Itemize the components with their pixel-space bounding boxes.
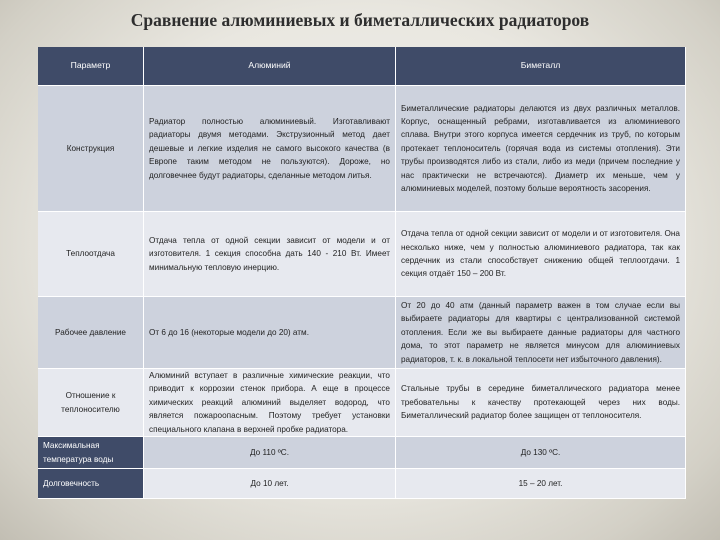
header-parameter: Параметр: [38, 47, 144, 86]
table-row: [38, 437, 686, 469]
row-aluminum-heat-output: Отдача тепла от одной секции зависит от модели и от изготовителя. 1 секция способна дать 140 - 210 Вт. Имеет минимальную тепловую инерцию.: [144, 212, 396, 297]
row-param-heat-output: Теплоотдача: [38, 212, 144, 297]
row-aluminum-pressure: От 6 до 16 (некоторые модели до 20) атм.: [144, 297, 396, 369]
comparison-table: [38, 47, 686, 499]
row-bimetal-heat-output: Отдача тепла от одной секции зависит от модели и от изготовителя. Она несколько ниже, чем у полностью алюминиевого радиатора, так как сердечник из стали способствует снижению общей теплоотдачи. 1 секция отдаёт 150 – 200 Вт.: [396, 212, 686, 297]
row-bimetal-pressure: От 20 до 40 атм (данный параметр важен в том случае если вы выбираете радиаторы для квартиры с централизованной системой отопления. Если же вы выбираете данные радиаторы для частного дома, то этот параметр не является минусом для алюминиевых радиаторов, т. к. в локальной теплосети нет избыточного давления).: [396, 297, 686, 369]
table-row: [38, 297, 686, 369]
table-row: [38, 369, 686, 437]
row-aluminum-durability: До 10 лет.: [144, 469, 396, 499]
row-param-construction: Конструкция: [38, 86, 144, 212]
row-param-durability: Долговечность: [38, 469, 144, 499]
table-row: [38, 469, 686, 499]
slide-title: Сравнение алюминиевых и биметаллических радиаторов: [130, 10, 590, 30]
row-bimetal-durability: 15 – 20 лет.: [396, 469, 686, 499]
row-aluminum-max-temp: До 110 ºС.: [144, 437, 396, 469]
table-row: [38, 86, 686, 212]
table-header-row: [38, 47, 686, 86]
header-aluminum: Алюминий: [144, 47, 396, 86]
row-param-coolant: Отношение к теплоносителю: [38, 369, 144, 437]
row-bimetal-coolant: Стальные трубы в середине биметаллического радиатора менее требовательны к качеству протекающей через них воды. Биметаллический радиатор более защищен от теплоносителя.: [396, 369, 686, 437]
row-param-max-temp: Максимальная температура воды: [38, 437, 144, 469]
row-bimetal-construction: Биметаллические радиаторы делаются из двух различных металлов. Корпус, оснащенный ребрами, изготавливается из алюминиевого сплава. Внутри этого корпуса имеется сердечник из труб, по которым протекает теплоноситель (горячая вода из системы отопления). Эти трубы производятся либо из стали, либо из меди (причем последние у нас практически не встречаются). Диаметр их меньше, чем у алюминиевых моделей, поэтому больше вероятность засорения.: [396, 86, 686, 212]
table-row: [38, 212, 686, 297]
row-param-pressure: Рабочее давление: [38, 297, 144, 369]
row-bimetal-max-temp: До 130 ºС.: [396, 437, 686, 469]
row-aluminum-coolant: Алюминий вступает в различные химические реакции, что приводит к коррозии стенок прибора. А еще в процессе химических реакций алюминий выделяет водород, что является пожароопасным. Поэтому требует установки специального клапана в верхней пробке радиатора.: [144, 369, 396, 437]
header-bimetal: Биметалл: [396, 47, 686, 86]
row-aluminum-construction: Радиатор полностью алюминиевый. Изготавливают радиаторы двумя методами. Экструзионный метод дает дешевые и легкие изделия не самого высокого качества (в Европе таким методом не пользуются). Дороже, но долговечнее будут радиаторы, сделанные методом литья.: [144, 86, 396, 212]
